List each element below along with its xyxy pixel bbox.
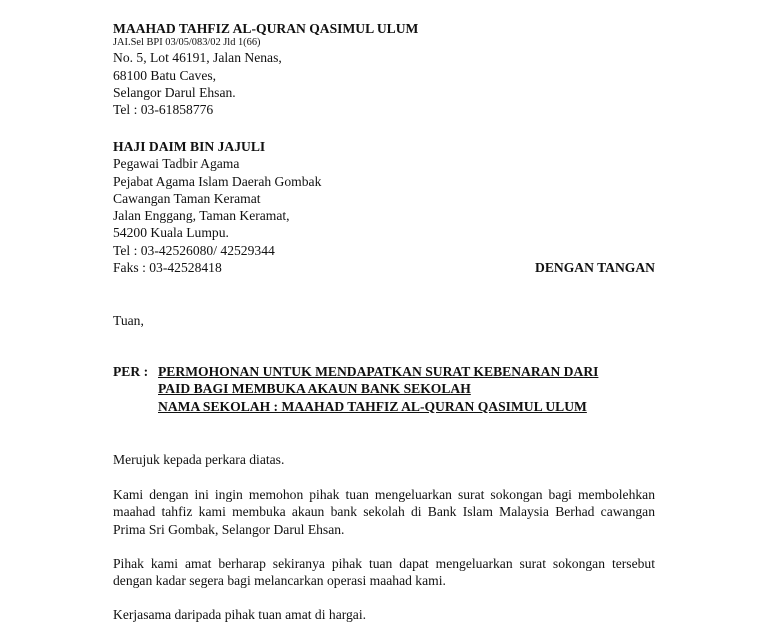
recipient-tel: Tel : 03-42526080/ 42529344 <box>113 242 275 258</box>
paragraph-line: membolehkan maahad tahfiz kami membuka akaun bank sekolah di Bank Islam Malaysia <box>113 487 655 520</box>
paragraph-hope <box>113 555 655 590</box>
recipient-line: 54200 Kuala Lumpu. <box>113 225 229 241</box>
sender-address-line: No. 5, Lot 46191, Jalan Nenas, <box>113 50 282 66</box>
paragraph-text: Merujuk kepada perkara diatas. <box>113 452 285 467</box>
subject-lines <box>158 363 598 415</box>
sender-address-line: 68100 Batu Caves, <box>113 67 217 83</box>
sender-address-line: Selangor Darul Ehsan. <box>113 84 236 100</box>
paragraph-thanks <box>113 606 655 623</box>
paragraph-text: Kerjasama daripada pihak tuan amat di hargai. <box>113 607 367 622</box>
subject-line: NAMA SEKOLAH : MAAHAD TAHFIZ AL-QURAN QASIMUL ULUM <box>158 398 587 414</box>
recipient-line: Jalan Enggang, Taman Keramat, <box>113 208 290 224</box>
paragraph-line: Kami dengan ini ingin memohon pihak tuan mengeluarkan surat sokongan bagi <box>113 487 572 502</box>
sender-name: MAAHAD TAHFIZ AL-QURAN QASIMUL ULUM <box>113 21 419 36</box>
paragraph-line: Berhad cawangan Prima Sri Gombak, Selangor Darul Ehsan. <box>113 504 656 537</box>
sender-tel: Tel : 03-61858776 <box>113 102 214 118</box>
subject-line: PAID BAGI MEMBUKA AKAUN BANK SEKOLAH <box>158 381 471 397</box>
paragraph-line: Pihak kami amat berharap sekiranya pihak tuan dapat mengeluarkan surat sokongan <box>113 556 606 571</box>
paragraph-line: tersebut dengan kadar segera bagi melancarkan operasi maahad kami. <box>113 556 655 589</box>
sender-registration: JAI.Sel BPI 03/05/083/02 Jld 1(66) <box>113 37 261 49</box>
paragraph-reference <box>113 451 655 468</box>
subject-label: PER : <box>113 364 149 379</box>
paragraph-request <box>113 486 655 538</box>
sender-block <box>113 20 655 118</box>
recipient-name: HAJI DAIM BIN JAJULI <box>113 139 266 154</box>
recipient-line: Pejabat Agama Islam Daerah Gombak <box>113 173 322 189</box>
recipient-fax: Faks : 03-42528418 <box>113 260 222 276</box>
delivery-method: DENGAN TANGAN <box>535 260 655 276</box>
recipient-line: Pegawai Tadbir Agama <box>113 156 240 172</box>
salutation-text: Tuan, <box>113 313 144 328</box>
subject-line: PERMOHONAN UNTUK MENDAPATKAN SURAT KEBENARAN DARI <box>158 364 599 379</box>
recipient-block <box>113 138 655 276</box>
fax-row <box>113 259 655 276</box>
recipient-line: Cawangan Taman Keramat <box>113 190 261 206</box>
salutation <box>113 312 655 329</box>
